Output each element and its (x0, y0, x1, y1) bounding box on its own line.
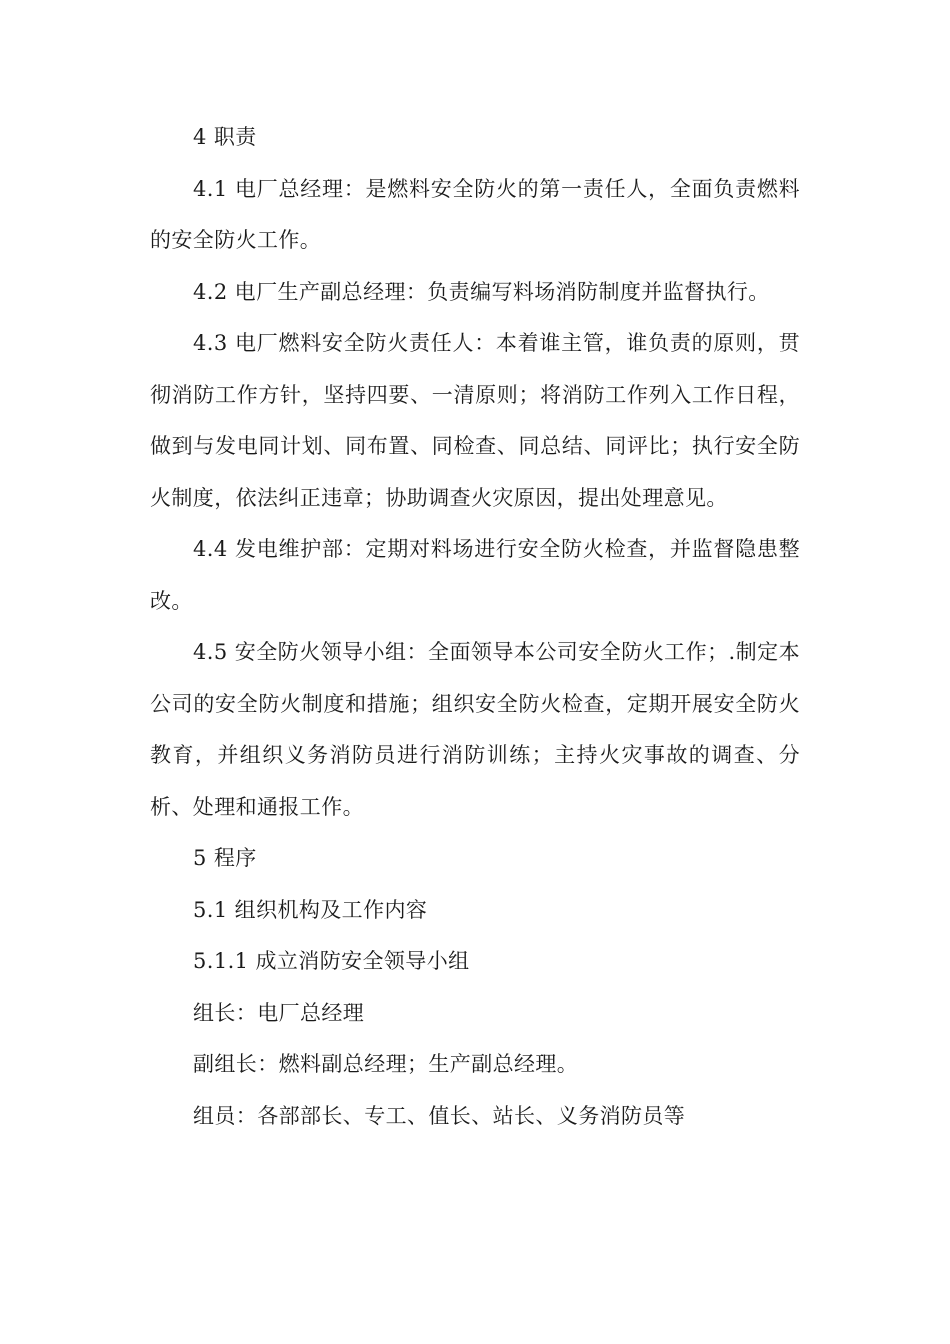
team-members-line: 组员：各部部长、专工、值长、站长、义务消防员等 (193, 1103, 686, 1128)
section-heading-duties: 4 职责 (193, 125, 257, 149)
document-body (150, 112, 800, 1142)
team-leader-line: 组长：电厂总经理 (193, 1000, 365, 1025)
section-heading-procedure: 5 程序 (193, 846, 257, 870)
paragraph-4-3: 4.3 电厂燃料安全防火责任人：本着谁主管，谁负责的原则，贯彻消防工作方针，坚持四要、一清原则；将消防工作列入工作日程，做到与发电同计划、同布置、同检查、同总结、同评比；执行安全防火制度，依法纠正违章；协助调查火灾原因，提出处理意见。 (150, 331, 800, 510)
subsection-heading-5-1: 5.1 组织机构及工作内容 (193, 897, 428, 922)
paragraph-4-4: 4.4 发电维护部：定期对料场进行安全防火检查，并监督隐患整改。 (150, 537, 800, 613)
deputy-leader-line: 副组长：燃料副总经理；生产副总经理。 (193, 1052, 579, 1076)
subsection-heading-5-1-1: 5.1.1 成立消防安全领导小组 (193, 949, 470, 973)
paragraph-4-2: 4.2 电厂生产副总经理：负责编写料场消防制度并监督执行。 (193, 279, 770, 304)
paragraph-4-5: 4.5 安全防火领导小组：全面领导本公司安全防火工作；.制定本公司的安全防火制度和措施；组织安全防火检查，定期开展安全防火教育，并组织义务消防员进行消防训练；主持火灾事故的调查、分析、处理和通报工作。 (150, 640, 800, 819)
paragraph-4-1: 4.1 电厂总经理：是燃料安全防火的第一责任人，全面负责燃料的安全防火工作。 (150, 176, 800, 252)
